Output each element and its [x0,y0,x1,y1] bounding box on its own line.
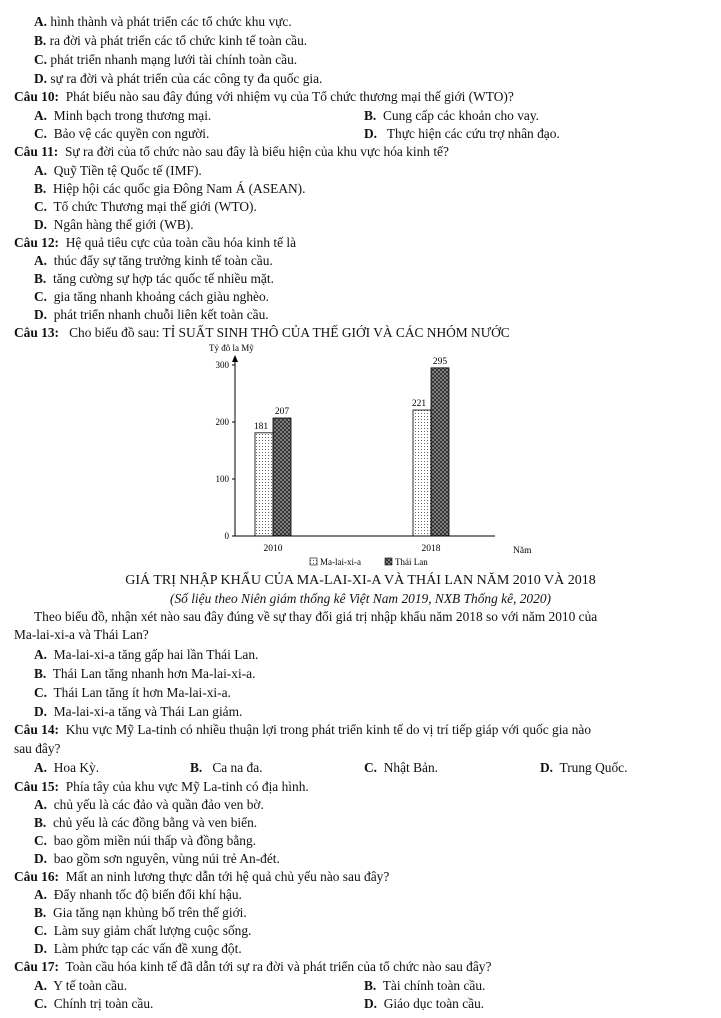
chart-source: (Số liệu theo Niên giám thống kê Việt Nam 2019, NXB Thống kê, 2020) [170,591,551,606]
q14-option-a: A. Hoa Kỳ. [34,760,100,775]
q15-option-d: D. bao gồm sơn nguyên, vùng núi trẻ An-đét. [34,851,280,866]
q14-stem-line1: Câu 14: Khu vực Mỹ La-tinh có nhiều thuận lợi trong phát triển kinh tế do vị trí tiếp giáp với quốc gia nào [14,722,592,737]
q13-option-c: C. Thái Lan tăng ít hơn Ma-lai-xi-a. [34,685,231,700]
q17-option-a: A. Y tế toàn cầu. [34,978,128,993]
q10-option-c: C. Bảo vệ các quyền con người. [34,126,210,141]
q14-option-d: D. Trung Quốc. [540,760,628,775]
q10-option-a: A. Minh bạch trong thương mại. [34,108,212,123]
y-tick-label: 100 [215,474,229,484]
q15-option-b: B. chủ yếu là các đồng bằng và ven biển. [34,815,258,830]
q13-option-b: B. Thái Lan tăng nhanh hơn Ma-lai-xi-a. [34,666,256,681]
q13-option-a: A. Ma-lai-xi-a tăng gấp hai lần Thái Lan. [34,647,259,662]
q14-option-b: B. Ca na đa. [190,760,263,775]
q12-stem: Câu 12: Hệ quả tiêu cực của toàn cầu hóa kinh tế là [14,235,297,250]
q17-option-b: B. Tài chính toàn cầu. [364,978,486,993]
q13-option-d: D. Ma-lai-xi-a tăng và Thái Lan giảm. [34,704,243,719]
q15-option-a: A. chủ yếu là các đảo và quần đảo ven bờ. [34,797,264,812]
bar-thailand-2010 [273,418,291,536]
q14-stem-line2: sau đây? [14,741,61,756]
q9-option-b: B. ra đời và phát triển các tổ chức kinh tế toàn cầu. [34,33,308,48]
q11-option-b: B. Hiệp hội các quốc gia Đông Nam Á (ASEAN). [34,181,306,196]
q17-stem: Câu 17: Toàn cầu hóa kinh tế đã dẫn tới sự ra đời và phát triển của tổ chức nào sau đây? [14,959,492,974]
q11-stem: Câu 11: Sự ra đời của tổ chức nào sau đây là biểu hiện của khu vực hóa kinh tế? [14,144,449,159]
y-axis-label: Tỷ đô la Mỹ [209,343,254,353]
q12-option-c: C. gia tăng nhanh khoảng cách giàu nghèo. [34,289,270,304]
data-label: 181 [253,421,269,432]
q11-option-d: D. Ngân hàng thế giới (WB). [34,217,194,232]
q13-question-line1: Theo biểu đồ, nhận xét nào sau đây đúng về sự thay đổi giá trị nhập khẩu năm 2018 so với năm 2010 của [34,609,598,624]
legend-swatch-malaysia [310,558,317,565]
legend-label-thailand: Thái Lan [395,557,428,567]
legend [310,557,428,567]
x-tick-label: 2018 [421,544,441,554]
bar-malaysia-2010 [255,433,273,536]
x-axis-label: Năm [513,546,532,556]
q12-option-b: B. tăng cường sự hợp tác quốc tế nhiều mặt. [34,271,274,286]
bar-thailand-2018 [431,368,449,536]
q15-option-c: C. bao gồm miền núi thấp và đồng bằng. [34,833,257,848]
q10-option-d: D. Thực hiện các cứu trợ nhân đạo. [364,126,560,141]
q9-option-c: C. phát triển nhanh mạng lưới tài chính toàn cầu. [34,52,298,67]
bar-chart [195,340,555,570]
q10-stem: Câu 10: Phát biểu nào sau đây đúng với nhiệm vụ của Tổ chức thương mại thế giới (WTO)? [14,89,514,104]
y-tick-label: 300 [215,360,229,370]
legend-label-malaysia: Ma-lai-xi-a [320,557,361,567]
q16-option-a: A. Đẩy nhanh tốc độ biến đổi khí hậu. [34,887,242,902]
data-label: 221 [411,399,427,410]
q10-option-b: B. Cung cấp các khoản cho vay. [364,108,540,123]
x-tick-label: 2010 [263,544,283,554]
q15-stem: Câu 15: Phía tây của khu vực Mỹ La-tinh có địa hình. [14,779,309,794]
chart-caption: GIÁ TRỊ NHẬP KHẨU CỦA MA-LAI-XI-A VÀ THÁI LAN NĂM 2010 VÀ 2018 [125,573,596,588]
bar-malaysia-2018 [413,410,431,536]
q11-option-c: C. Tổ chức Thương mại thế giới (WTO). [34,199,257,214]
q16-option-b: B. Gia tăng nạn khủng bố trên thế giới. [34,905,247,920]
q17-option-c: C. Chính trị toàn cầu. [34,996,154,1011]
q17-option-d: D. Giáo dục toàn cầu. [364,996,485,1011]
q12-option-a: A. thúc đẩy sự tăng trưởng kinh tế toàn cầu. [34,253,273,268]
q12-option-d: D. phát triển nhanh chuỗi liên kết toàn cầu. [34,307,269,322]
y-tick-label: 200 [215,417,229,427]
q14-option-c: C. Nhật Bản. [364,760,439,775]
q16-option-c: C. Làm suy giảm chất lượng cuộc sống. [34,923,252,938]
q9-option-d: D. sự ra đời và phát triển của các công ty đa quốc gia. [34,71,323,86]
q16-stem: Câu 16: Mất an ninh lương thực dẫn tới hệ quả chủ yếu nào sau đây? [14,869,390,884]
q16-option-d: D. Làm phức tạp các vấn đề xung đột. [34,941,242,956]
y-tick-label: 0 [224,531,229,541]
q11-option-a: A. Quỹ Tiền tệ Quốc tế (IMF). [34,163,202,178]
legend-swatch-thailand [385,558,392,565]
data-label: 207 [274,407,290,418]
y-axis-arrow [232,355,238,362]
q9-option-a: A. hình thành và phát triển các tổ chức khu vực. [34,14,292,29]
q13-question-line2: Ma-lai-xi-a và Thái Lan? [14,627,149,642]
data-label: 295 [432,356,448,367]
q13-stem: Câu 13: Cho biểu đồ sau: TỈ SUẤT SINH THÔ CỦA THẾ GIỚI VÀ CÁC NHÓM NƯỚC [14,325,510,340]
